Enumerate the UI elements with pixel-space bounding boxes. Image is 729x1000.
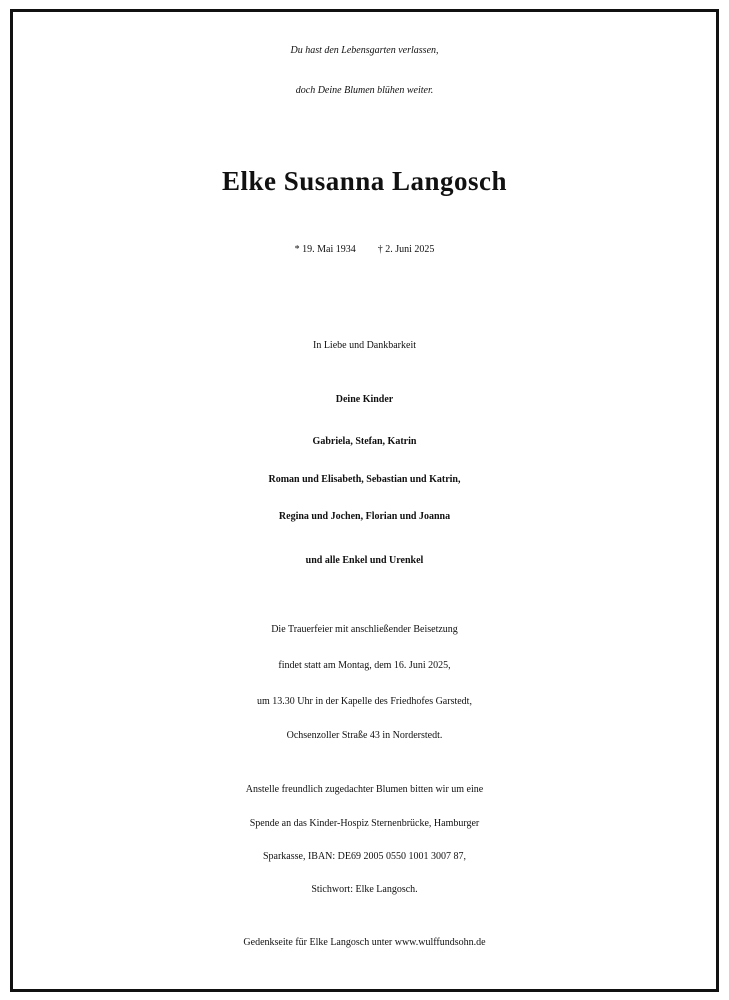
notice-border: [10, 9, 719, 992]
life-dates: [0, 244, 729, 255]
dedication-text: In Liebe und Dankbarkeit: [312, 340, 417, 351]
quote-line-2: doch Deine Blumen blühen weiter.: [295, 85, 434, 96]
mourners-grandchildren: und alle Enkel und Urenkel: [305, 555, 424, 566]
ceremony-line-2: findet statt am Montag, dem 16. Juni 2025,: [278, 660, 451, 671]
birth-date: * 19. Mai 1934: [294, 244, 356, 255]
ceremony-line-4: Ochsenzoller Straße 43 in Norderstedt.: [286, 730, 443, 741]
donation-line-1: Anstelle freundlich zugedachter Blumen bitten wir um eine: [245, 784, 484, 795]
memorial-page-text: Gedenkseite für Elke Langosch unter www.wulffundsohn.de: [243, 937, 486, 948]
deceased-name: Elke Susanna Langosch: [221, 166, 508, 196]
quote-line-1: Du hast den Lebensgarten verlassen,: [290, 45, 439, 56]
donation-line-2: Spende an das Kinder-Hospiz Sternenbrücke, Hamburger: [249, 818, 480, 829]
mourners-line-2: Roman und Elisabeth, Sebastian und Katrin,: [268, 474, 461, 485]
death-date: † 2. Juni 2025: [377, 244, 435, 255]
ceremony-line-1: Die Trauerfeier mit anschließender Beisetzung: [271, 624, 458, 635]
ceremony-line-3: um 13.30 Uhr in der Kapelle des Friedhofes Garstedt,: [257, 696, 472, 707]
donation-line-3: Sparkasse, IBAN: DE69 2005 0550 1001 3007 87,: [262, 851, 467, 862]
donation-line-4: Stichwort: Elke Langosch.: [311, 884, 418, 895]
mourners-line-1: Gabriela, Stefan, Katrin: [312, 436, 417, 447]
mourners-heading: Deine Kinder: [335, 394, 394, 405]
mourners-line-3: Regina und Jochen, Florian und Joanna: [278, 511, 451, 522]
